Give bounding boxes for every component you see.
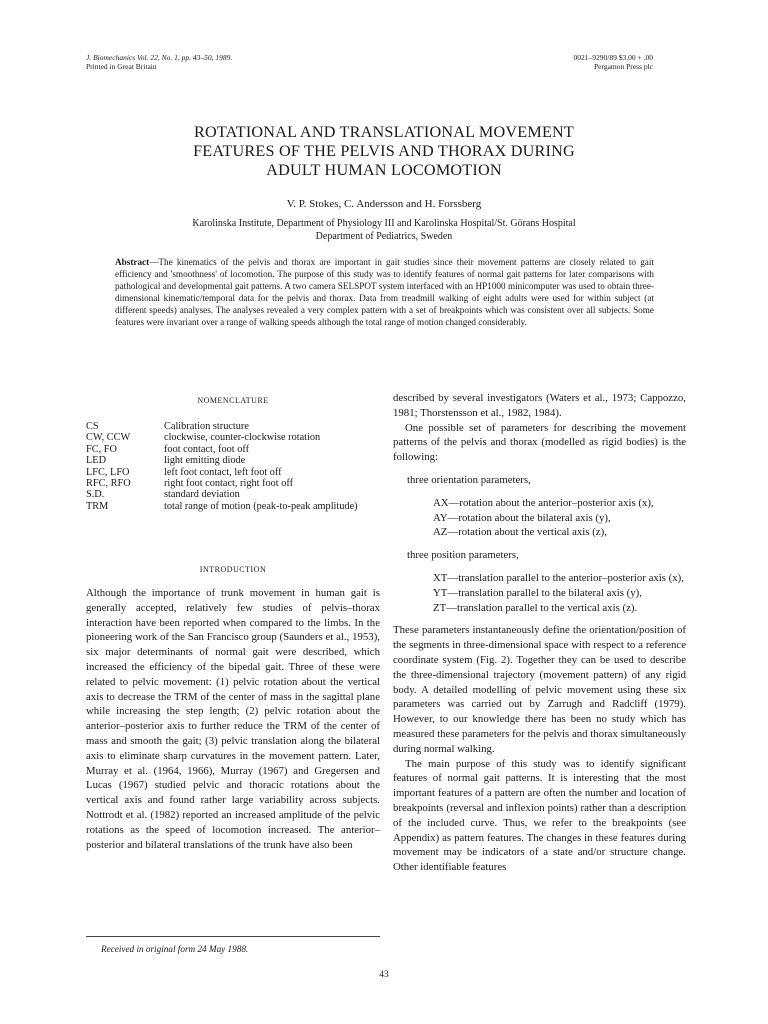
abstract-label: Abstract — [115, 257, 150, 267]
footnote-divider — [86, 936, 380, 937]
nomenclature-abbr: LED — [86, 455, 107, 467]
introduction-heading: INTRODUCTION — [199, 565, 267, 574]
price-code: 0021–9290/89 $3.00 + .00 — [573, 53, 653, 62]
nomenclature-abbr: CS — [86, 421, 99, 432]
nomenclature-row — [86, 478, 380, 489]
journal-citation — [86, 53, 232, 71]
nomenclature-def: foot contact, foot off — [164, 443, 250, 455]
paragraph-continuation: described by several investigators (Waters et al., 1973; Cappozzo, 1981; Thorstensson et al., 1982, 1984). — [393, 392, 686, 419]
param-yt: YT—translation parallel to the bilateral axis (y), — [433, 586, 642, 599]
nomenclature-def: clockwise, counter-clockwise rotation — [164, 432, 321, 444]
nomenclature-abbr: LFC, LFO — [86, 466, 130, 478]
param-zt: ZT—translation parallel to the vertical axis (z). — [433, 601, 638, 614]
nomenclature-row — [86, 421, 380, 432]
title-line-3: ADULT HUMAN LOCOMOTION — [266, 161, 502, 179]
nomenclature-def: right foot contact, right foot off — [164, 478, 294, 490]
nomenclature-row — [86, 489, 380, 500]
nomenclature-abbr: RFC, RFO — [86, 478, 131, 490]
title-line-1: ROTATIONAL AND TRANSLATIONAL MOVEMENT — [193, 123, 575, 141]
param-ax: AX—rotation about the anterior–posterior axis (x), — [433, 496, 654, 509]
nomenclature-def: left foot contact, left foot off — [164, 466, 282, 478]
affiliation-line-1: Karolinska Institute, Department of Physiology III and Karolinska Hospital/St. Görans Hospital — [192, 218, 576, 229]
affiliation-line-2: Department of Pediatrics, Sweden — [315, 231, 453, 242]
nomenclature-def: Calibration structure — [164, 421, 249, 432]
position-heading: three position parameters, — [407, 549, 519, 562]
introduction-text: Although the importance of trunk movement in human gait is generally accepted, relatively few studies of pelvis–thorax interaction have been reported when compared to the limbs. In the pioneering work of the San Francisco group (Saunders et al., 1953), six major determinants of normal gait were described, which increased the efficiency of the bipedal gait. Three of these were related to pelvic movement: (1) pelvic rotation about the vertical axis to decrease the TRM of the center of mass in the sagittal plane while increasing the step length; (2) pelvic rotation about the anterior–posterior axis to further reduce the TRM of the center of mass and smooth the gait; (3) pelvic translation along the bilateral axis to eliminate sharp curvatures in the movement pattern. Later, Murray et al. (1964, 1966), Murray (1967) and Gregersen and Lucas (1967) studied pelvic and thoracic rotations about the vertical axis and found rather large variability across subjects. Nottrodt et al. (1982) reported an increased amplitude of the pelvic rotations as the speed of locomotion increased. The anterior–posterior and bilateral translations of the trunk have also been — [86, 587, 380, 851]
paragraph-parameters: One possible set of parameters for describing the movement patterns of the pelvis and thorax (modelled as rigid bodies) is the following: — [393, 421, 686, 464]
nomenclature-def: light emitting diode — [164, 455, 246, 467]
param-ay: AY—rotation about the bilateral axis (y), — [433, 511, 611, 524]
publisher-info — [574, 53, 653, 71]
nomenclature-row — [86, 501, 380, 512]
nomenclature-row — [86, 444, 380, 455]
citation-text: J. Biomechanics Vol. 22, No. 1, pp. 43–50, 1989. — [86, 53, 233, 62]
nomenclature-list — [86, 421, 380, 512]
right-column — [393, 391, 686, 875]
nomenclature-abbr: CW, CCW — [86, 432, 131, 444]
abstract — [115, 256, 654, 329]
nomenclature-row — [86, 467, 380, 478]
nomenclature-abbr: FC, FO — [86, 443, 117, 455]
printed-text: Printed in Great Britain — [86, 62, 157, 71]
paper-title — [110, 123, 658, 180]
title-line-2: FEATURES OF THE PELVIS AND THORAX DURING — [193, 142, 575, 160]
paragraph-purpose: The main purpose of this study was to identify significant features of normal gait patterns. It is interesting that the most important features of a pattern are often the number and location of breakpoints (reversal and inflexion points) rather than a description of the included curve. Thus, we refer to the breakpoints (see Appendix) as pattern features. The changes in these features during movement may be indicators of a state and/or structure change. Other identifiable features — [393, 757, 686, 874]
nomenclature-row — [86, 432, 380, 443]
orientation-heading: three orientation parameters, — [407, 473, 531, 486]
nomenclature-abbr: TRM — [86, 500, 109, 512]
nomenclature-abbr: S.D. — [86, 489, 105, 501]
publisher-name: Pergamon Press plc — [593, 62, 653, 71]
param-az: AZ—rotation about the vertical axis (z), — [433, 526, 607, 539]
nomenclature-def: standard deviation — [164, 489, 240, 501]
nomenclature-row — [86, 455, 380, 466]
paragraph-orientation: These parameters instantaneously define the orientation/position of the segments in three-dimensional space with respect to a reference coordinate system (Fig. 2). Together they can be used to describe the three-dimensional trajectory (movement pattern) of any rigid body. A detailed modelling of pelvic movement using these six parameters was carried out by Zarrugh and Radcliff (1979). However, to our knowledge there has been no study which has measured these parameters for the pelvis and thorax simultaneously during normal walking. — [393, 624, 686, 755]
nomenclature-heading: NOMENCLATURE — [197, 396, 269, 405]
authors: V. P. Stokes, C. Andersson and H. Forssberg — [286, 198, 482, 210]
affiliation — [110, 217, 658, 243]
page-number: 43 — [379, 970, 389, 980]
received-note: Received in original form 24 May 1988. — [101, 944, 249, 954]
nomenclature-def: total range of motion (peak-to-peak amplitude) — [164, 500, 358, 512]
abstract-text: —The kinematics of the pelvis and thorax are important in gait studies since their movement patterns are closely related to gait efficiency and 'smoothness' of locomotion. The purpose of this study was to identify features of normal gait patterns for later comparisons with pathological and developmental gait patterns. A two camera SELSPOT system interfaced with an HP1000 minicomputer was used to obtain three-dimensional kinematic/temporal data for the pelvis and thorax. Data from treadmill walking of eight adults were used for within subject (at different speeds) analyses. The analyses revealed a very complex pattern with a set of breakpoints which was consistent over all subjects. Some features were invariant over a range of walking speeds although the total range of motion changed considerably. — [115, 257, 654, 328]
param-xt: XT—translation parallel to the anterior–posterior axis (x), — [433, 571, 684, 584]
